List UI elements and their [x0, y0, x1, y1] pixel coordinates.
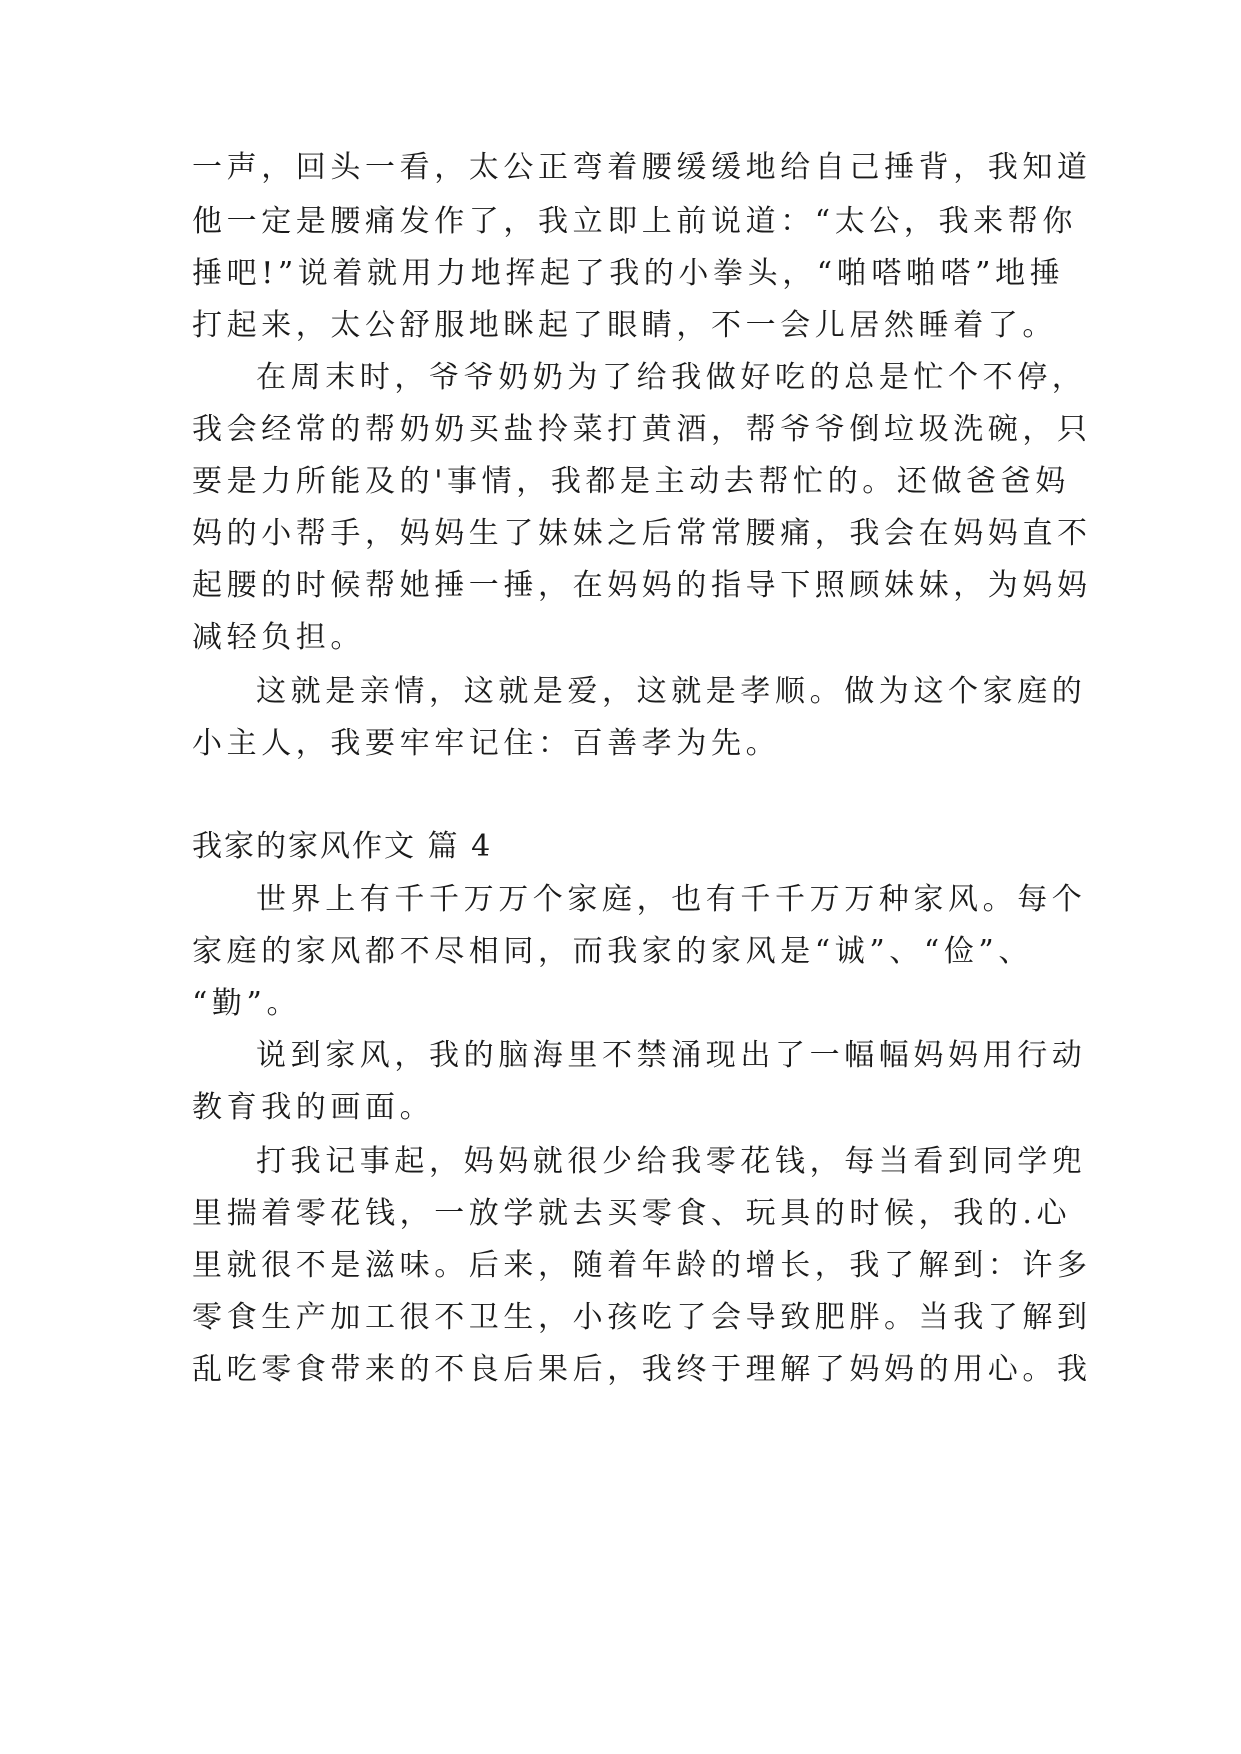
text-line: 小主人，我要牢牢记住：百善孝为先。: [192, 726, 781, 761]
text-line: 捶吧!”说着就用力地挥起了我的小拳头，“啪嗒啪嗒”地捶: [192, 256, 1065, 291]
text-line: 打我记事起，妈妈就很少给我零花钱，每当看到同学兜: [256, 1144, 1087, 1179]
text-line: 零食生产加工很不卫生，小孩吃了会导致肥胖。当我了解到: [192, 1300, 1092, 1335]
text-line: 里揣着零花钱，一放学就去买零食、玩具的时候，我的.心: [192, 1196, 1072, 1231]
text-line: 里就很不是滋味。后来，随着年龄的增长，我了解到：许多: [192, 1248, 1092, 1283]
text-line: 我会经常的帮奶奶买盐拎菜打黄酒，帮爷爷倒垃圾洗碗，只: [192, 412, 1092, 447]
text-line: 家庭的家风都不尽相同，而我家的家风是“诚”、“俭”、: [192, 934, 1033, 969]
text-line: 减轻负担。: [192, 620, 365, 655]
text-line: 乱吃零食带来的不良后果后，我终于理解了妈妈的用心。我: [192, 1352, 1092, 1387]
text-line: 要是力所能及的'事情，我都是主动去帮忙的。还做爸爸妈: [192, 464, 1070, 499]
text-line: 教育我的画面。: [192, 1090, 435, 1125]
text-line: 世界上有千千万万个家庭，也有千千万万种家风。每个: [256, 882, 1087, 917]
text-line: 这就是亲情，这就是爱，这就是孝顺。做为这个家庭的: [256, 674, 1087, 709]
text-line: 起腰的时候帮她捶一捶，在妈妈的指导下照顾妹妹，为妈妈: [192, 568, 1092, 603]
text-line: “勤”。: [192, 986, 302, 1021]
text-line: 说到家风，我的脑海里不禁涌现出了一幅幅妈妈用行动: [256, 1038, 1087, 1073]
text-line: 妈的小帮手，妈妈生了妹妹之后常常腰痛，我会在妈妈直不: [192, 516, 1092, 551]
text-line: 他一定是腰痛发作了，我立即上前说道：“太公，我来帮你: [192, 204, 1077, 239]
section-heading: 我家的家风作文 篇 4: [192, 829, 493, 864]
text-line: 在周末时，爷爷奶奶为了给我做好吃的总是忙个不停，: [256, 360, 1087, 395]
text-line: 一声，回头一看，太公正弯着腰缓缓地给自己捶背，我知道: [192, 150, 1092, 185]
text-line: 打起来，太公舒服地眯起了眼睛，不一会儿居然睡着了。: [192, 308, 1057, 343]
